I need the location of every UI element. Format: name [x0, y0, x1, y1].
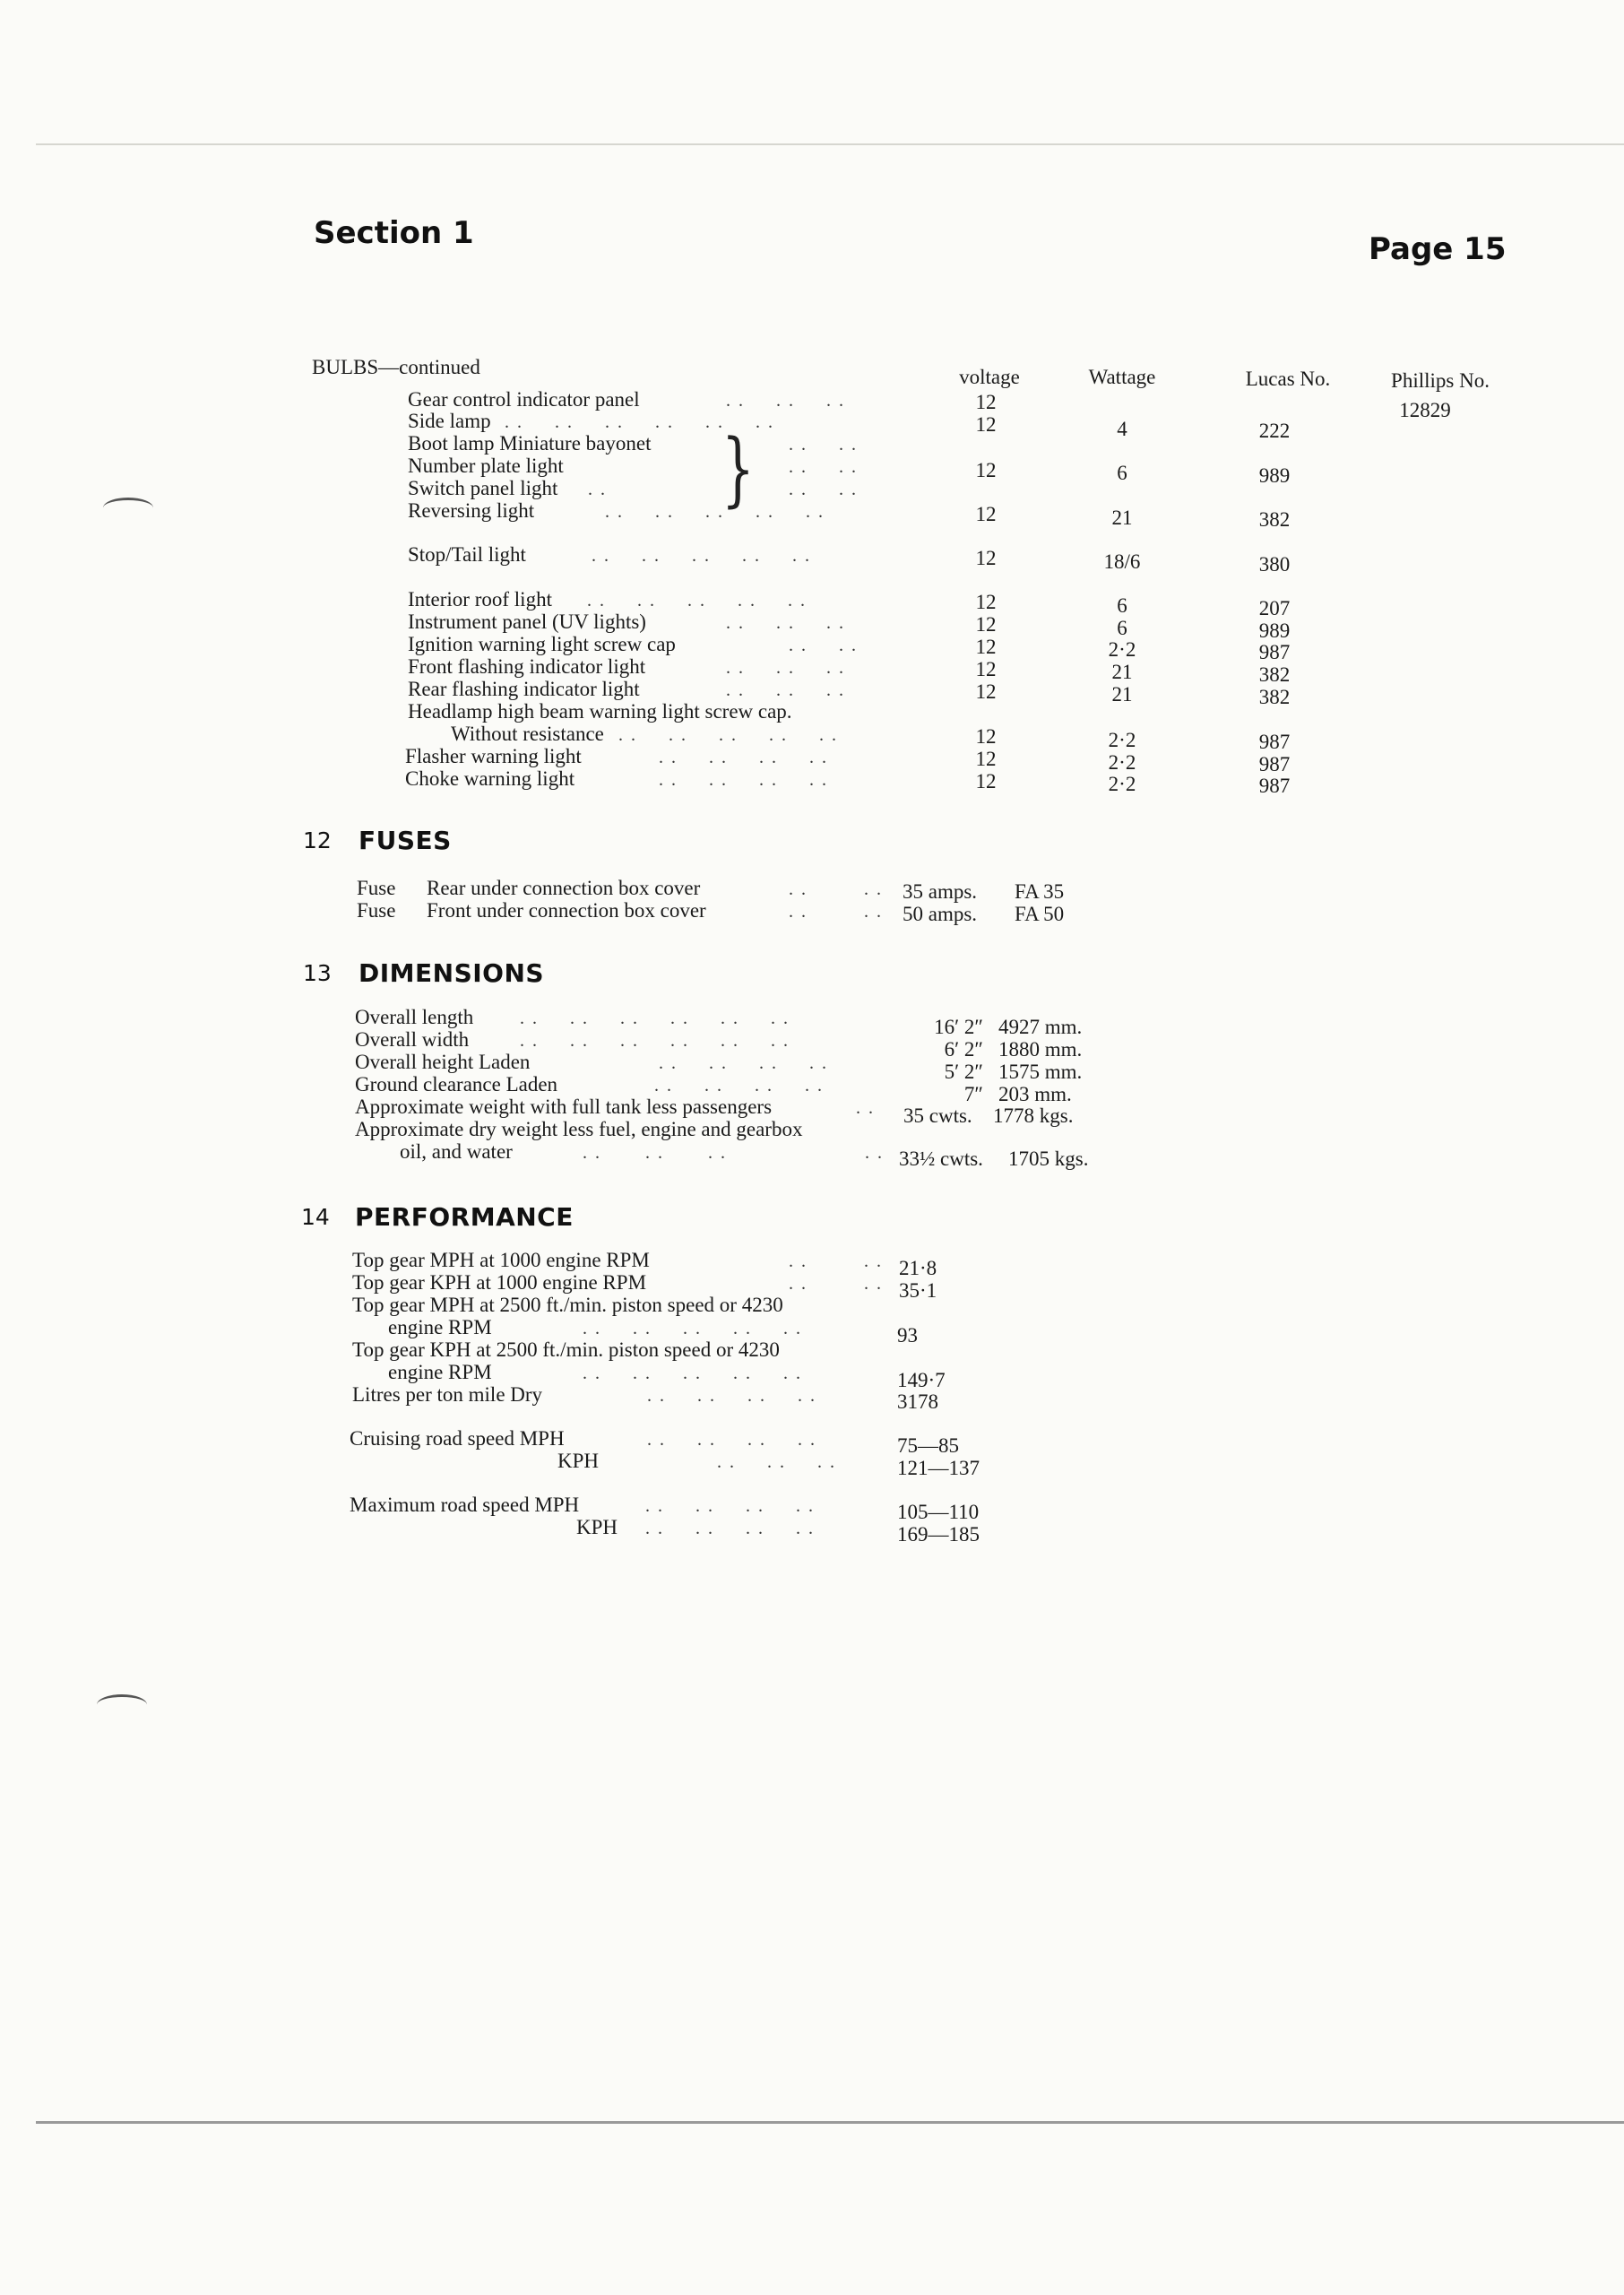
fuse-label: Rear under connection box cover: [427, 877, 701, 899]
dot-leader: . . . . . . . . . . . .: [505, 412, 774, 432]
bulb-label: Rear flashing indicator light: [408, 678, 640, 700]
performance-value: 35·1: [899, 1279, 937, 1302]
bulb-lucas: 987: [1258, 775, 1291, 797]
bulb-lucas: 382: [1258, 663, 1291, 686]
bulb-lucas: 382: [1258, 686, 1291, 708]
fuse-code: FA 35: [1015, 880, 1065, 903]
bulb-voltage: 12: [975, 413, 997, 436]
performance-label: Maximum road speed MPH: [350, 1494, 580, 1516]
performance-label: Cruising road speed MPH: [350, 1427, 565, 1450]
bulb-voltage: 12: [975, 391, 997, 413]
performance-value: 93: [897, 1324, 918, 1347]
dot-leader: . . . . . . . . . .: [583, 1319, 802, 1338]
dot-leader: . . . . . .: [726, 658, 845, 678]
bulb-label: Switch panel light: [408, 477, 558, 499]
dimension-imperial: 6′ 2″: [944, 1038, 983, 1061]
dot-leader: . . . .: [789, 879, 883, 899]
bulb-phillips: 12829: [1399, 399, 1451, 421]
dimension-metric: 1705 kgs.: [1008, 1148, 1089, 1170]
dot-leader: . . . . . .: [726, 613, 845, 633]
performance-value: 169—185: [897, 1523, 980, 1546]
bulb-label: Ignition warning light screw cap: [408, 633, 676, 655]
fuse-kind: Fuse: [357, 899, 396, 922]
page-top-edge: [36, 143, 1624, 145]
col-wattage: Wattage: [1088, 366, 1156, 388]
performance-label: KPH: [557, 1450, 600, 1472]
dot-leader: . . . . . . . .: [654, 1076, 824, 1096]
dot-leader: . . . .: [789, 636, 858, 655]
dimension-imperial: 7″: [963, 1083, 983, 1105]
dot-leader: . . . . . .: [726, 680, 845, 700]
bulb-lucas: 382: [1258, 508, 1291, 531]
dimension-metric: 4927 mm.: [998, 1016, 1083, 1038]
binder-hole-top: [103, 498, 153, 518]
section-title: DIMENSIONS: [358, 958, 545, 988]
performance-value: 75—85: [897, 1434, 959, 1457]
bulb-label: Reversing light: [408, 499, 535, 522]
dot-leader: . . . . . . . .: [659, 770, 828, 790]
dot-leader: . . . . . . . .: [659, 748, 828, 767]
dot-leader: . . . . . .: [726, 391, 845, 411]
dimension-label: Approximate weight with full tank less passengers: [355, 1096, 773, 1118]
dot-leader: . . . . . . . . . .: [583, 1364, 802, 1383]
performance-label: Litres per ton mile Dry: [352, 1383, 543, 1406]
fuse-label: Front under connection box cover: [427, 899, 706, 922]
bulb-lucas: 380: [1258, 553, 1291, 576]
section-heading: Section 1: [314, 215, 474, 251]
performance-label: engine RPM: [388, 1316, 492, 1338]
col-phillips: Phillips No.: [1391, 369, 1490, 392]
bulb-voltage: 12: [975, 591, 997, 613]
bulb-wattage: 2·2: [1108, 729, 1136, 751]
fuse-kind: Fuse: [357, 877, 396, 899]
bulb-voltage: 12: [975, 658, 997, 680]
performance-label: KPH: [576, 1516, 618, 1538]
group-brace: }: [721, 421, 755, 516]
fuse-amps: 50 amps.: [903, 903, 978, 925]
section-number: 13: [303, 960, 332, 986]
dimension-label: Approximate dry weight less fuel, engine and gearbox: [355, 1118, 803, 1140]
bulb-lucas: 987: [1258, 753, 1291, 775]
dot-leader: . . . . . . . .: [659, 1053, 828, 1073]
dimension-label: Ground clearance Laden: [355, 1073, 558, 1096]
bulb-label: Boot lamp Miniature bayonet: [408, 432, 652, 455]
dimension-metric: 1880 mm.: [998, 1038, 1083, 1061]
bulb-lucas: 989: [1258, 619, 1291, 642]
dot-leader: . . . .: [789, 1251, 883, 1271]
dot-leader: . . . . . .: [717, 1452, 836, 1472]
dot-leader: . . . . . . . .: [645, 1519, 815, 1538]
dot-leader: . . . . . . . .: [647, 1430, 816, 1450]
page-bottom-edge: [36, 2121, 1624, 2124]
bulb-label: Choke warning light: [405, 767, 575, 790]
dot-leader: . . . . . . . .: [645, 1496, 815, 1516]
bulb-wattage: 2·2: [1108, 638, 1136, 661]
dot-leader: . .: [856, 1098, 875, 1118]
bulb-voltage: 12: [975, 725, 997, 748]
performance-value: 149·7: [897, 1369, 946, 1391]
bulb-voltage: 12: [975, 680, 997, 703]
fuse-code: FA 50: [1015, 903, 1065, 925]
dot-leader: . . . .: [789, 902, 883, 922]
dimension-imperial: 33½ cwts.: [899, 1148, 983, 1170]
bulb-label: Interior roof light: [408, 588, 552, 611]
dimension-metric: 1778 kgs.: [993, 1104, 1074, 1127]
bulb-lucas: 987: [1258, 731, 1291, 753]
section-number: 12: [303, 827, 332, 853]
dimension-label: Overall height Laden: [355, 1051, 531, 1073]
fuse-amps: 35 amps.: [903, 880, 978, 903]
dot-leader: . . . . . . . . . .: [605, 502, 825, 522]
bulb-label: Stop/Tail light: [408, 543, 526, 566]
bulb-voltage: 12: [975, 636, 997, 658]
dimension-metric: 203 mm.: [998, 1083, 1072, 1105]
section-number: 14: [301, 1204, 330, 1230]
dot-leader: . . . . . . . . . . . .: [520, 1031, 790, 1051]
bulb-label: Headlamp high beam warning light screw cap.: [408, 700, 792, 723]
bulb-voltage: 12: [975, 547, 997, 569]
bulb-voltage: 12: [975, 613, 997, 636]
performance-value: 105—110: [897, 1501, 980, 1523]
dimension-metric: 1575 mm.: [998, 1061, 1083, 1083]
performance-value: 121—137: [897, 1457, 980, 1479]
col-lucas: Lucas No.: [1245, 368, 1331, 390]
bulb-voltage: 12: [975, 770, 997, 792]
bulb-lucas: 207: [1258, 597, 1291, 619]
dot-leader: . . . . . . . .: [583, 1143, 884, 1163]
bulb-wattage: 2·2: [1108, 751, 1136, 774]
dot-leader: . . . .: [789, 480, 858, 499]
performance-label: Top gear KPH at 1000 engine RPM: [352, 1271, 647, 1294]
dot-leader: . .: [588, 480, 607, 499]
dot-leader: . . . . . . . . . .: [618, 725, 838, 745]
performance-label: Top gear KPH at 2500 ft./min. piston speed or 4230: [352, 1338, 780, 1361]
bulb-label: Without resistance: [451, 723, 604, 745]
dimension-imperial: 16′ 2″: [934, 1016, 983, 1038]
dimension-imperial: 35 cwts.: [903, 1104, 972, 1127]
page-number: Page 15: [1369, 231, 1507, 267]
bulb-voltage: 12: [975, 748, 997, 770]
dot-leader: . . . .: [789, 1274, 883, 1294]
bulb-label: Number plate light: [408, 455, 564, 477]
bulb-lucas: 222: [1258, 420, 1291, 442]
dot-leader: . . . . . . . . . .: [587, 591, 807, 611]
dimension-label: oil, and water: [400, 1140, 513, 1163]
dimension-label: Overall length: [355, 1006, 474, 1028]
bulb-label: Side lamp: [408, 410, 491, 432]
section-title: FUSES: [358, 826, 452, 855]
dimension-imperial: 5′ 2″: [944, 1061, 983, 1083]
binder-hole-bottom: [97, 1694, 147, 1715]
bulb-wattage: 2·2: [1108, 773, 1136, 795]
bulb-wattage: 18/6: [1103, 550, 1141, 573]
bulb-label: Front flashing indicator light: [408, 655, 646, 678]
dot-leader: . . . . . . . . . .: [592, 546, 811, 566]
section-title: PERFORMANCE: [355, 1202, 574, 1232]
dot-leader: . . . . . . . .: [647, 1386, 816, 1406]
bulb-wattage: 6: [1117, 594, 1127, 617]
performance-value: 3178: [897, 1390, 938, 1413]
bulb-wattage: 4: [1117, 418, 1127, 440]
bulb-wattage: 6: [1117, 617, 1127, 639]
bulb-wattage: 21: [1111, 661, 1133, 683]
dot-leader: . . . . . . . . . . . .: [520, 1009, 790, 1028]
bulb-label: Instrument panel (UV lights): [408, 611, 646, 633]
bulb-lucas: 989: [1258, 464, 1291, 487]
bulb-label: Gear control indicator panel: [408, 388, 640, 411]
performance-value: 21·8: [899, 1257, 937, 1279]
bulb-wattage: 21: [1111, 507, 1133, 529]
dimension-label: Overall width: [355, 1028, 470, 1051]
bulb-wattage: 21: [1111, 683, 1133, 706]
bulb-lucas: 987: [1258, 641, 1291, 663]
bulb-wattage: 6: [1117, 462, 1127, 484]
bulb-voltage: 12: [975, 503, 997, 525]
performance-label: Top gear MPH at 1000 engine RPM: [352, 1249, 650, 1271]
performance-label: Top gear MPH at 2500 ft./min. piston speed or 4230: [352, 1294, 783, 1316]
performance-label: engine RPM: [388, 1361, 492, 1383]
bulbs-title: BULBS—continued: [312, 356, 480, 378]
bulb-voltage: 12: [975, 459, 997, 481]
bulb-label: Flasher warning light: [405, 745, 582, 767]
col-voltage: voltage: [959, 366, 1020, 388]
dot-leader: . . . .: [789, 435, 858, 455]
dot-leader: . . . .: [789, 457, 858, 477]
